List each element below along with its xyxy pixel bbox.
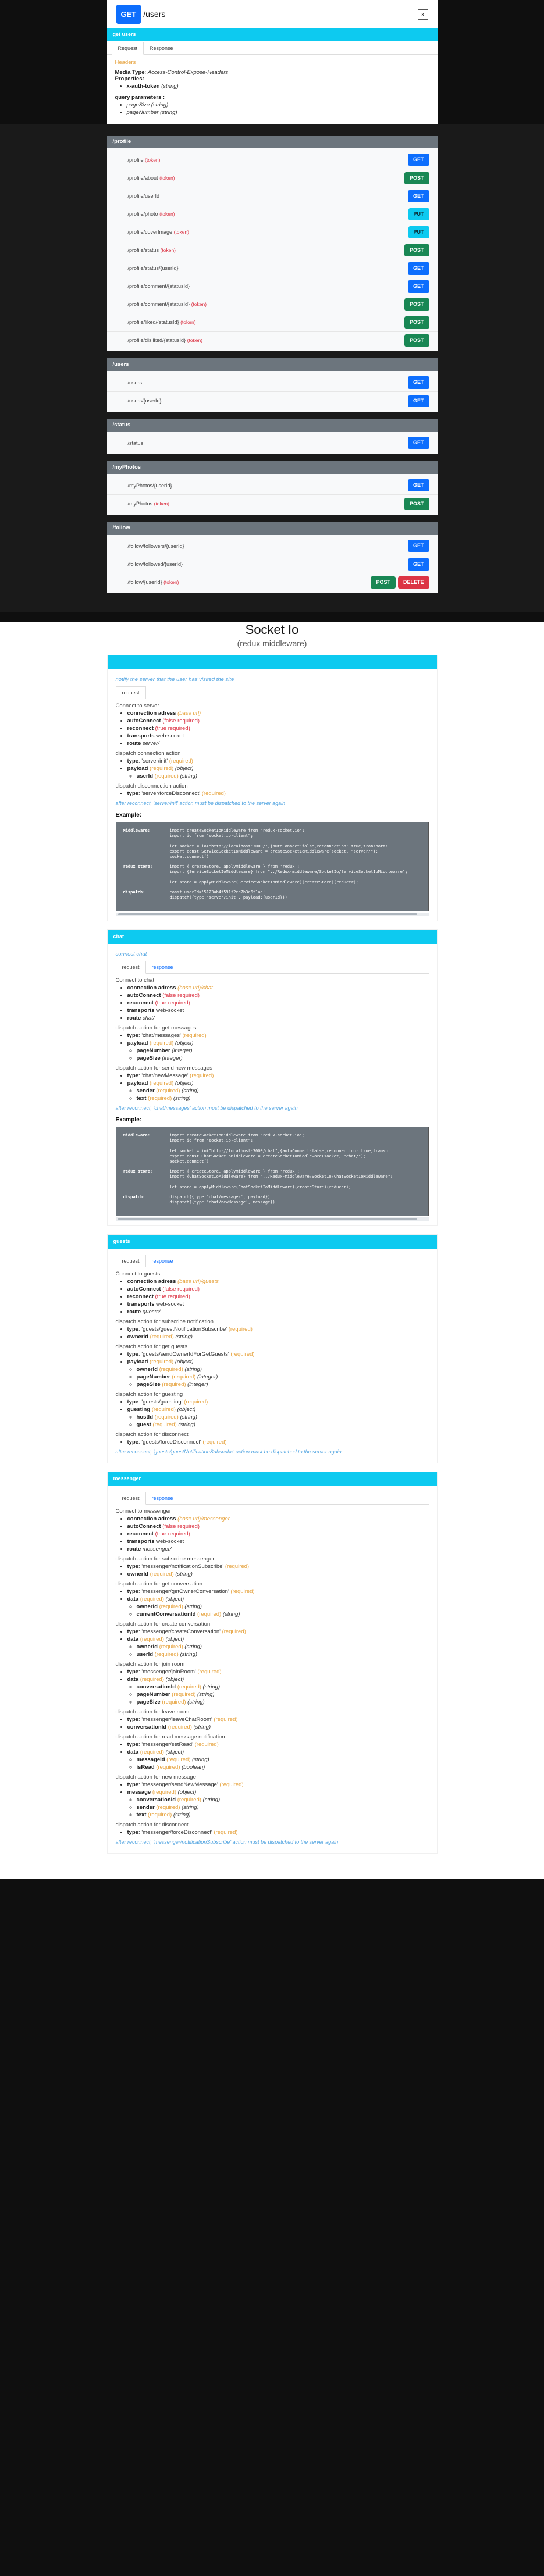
endpoint-path: /profile/liked/{statusId} (token)	[127, 319, 196, 325]
get-method-button[interactable]: GET	[408, 376, 429, 389]
modal-title: /users	[143, 9, 166, 19]
token-tag: (token)	[191, 301, 207, 307]
connect-title: Connect to messenger	[115, 1508, 172, 1515]
list-item: • type: 'messenger/createConversation' (required)	[127, 1629, 429, 1635]
endpoint-list	[107, 474, 438, 515]
code-line: const userId='5123ab4f591f2ed7b3a6f1ae'	[169, 890, 265, 895]
list-item: ◦ sender (required) (string)	[137, 1088, 429, 1094]
tab-response[interactable]: response	[151, 1495, 173, 1501]
endpoint-path: /profile/status (token)	[127, 247, 176, 253]
socket-area	[0, 622, 544, 1879]
messenger-box	[107, 1472, 438, 1854]
connect-items	[116, 710, 429, 747]
list-item: • data (required) (object) ◦ conversationId (required) (string) ◦ pageNumber (required) (string) ◦ pageSize (required) (string)	[127, 1676, 429, 1705]
list-item: • transports web-socket	[127, 1538, 429, 1545]
list-item: ◦ sender (required) (string)	[137, 1804, 429, 1811]
list-item: • transports web-socket	[127, 733, 429, 739]
code-key: Middleware:	[123, 1133, 150, 1138]
dispatch-title: dispatch action for disconnect	[115, 1822, 189, 1828]
connect-title: Connect to server	[115, 703, 159, 709]
code-line: import io from "socket.io-client";	[169, 1138, 253, 1143]
list-item: ◦ text (required) (string)	[137, 1095, 429, 1102]
chat-items	[116, 985, 429, 1021]
token-tag: (token)	[159, 175, 175, 181]
list-item: • type: 'messenger/forceDisconnect' (required)	[127, 1829, 429, 1836]
code-line: socket.connect()	[169, 854, 209, 859]
endpoint-list	[107, 535, 438, 593]
post-method-button[interactable]: POST	[404, 172, 429, 184]
token-tag: (token)	[160, 247, 176, 253]
endpoint-list	[107, 148, 438, 351]
properties-list	[115, 83, 429, 90]
code-row	[123, 864, 421, 885]
list-item: ◦ conversationId (required) (string)	[137, 1684, 429, 1690]
endpoint-section	[107, 136, 438, 351]
dispatch-title: dispatch action for subscribe notification	[115, 1319, 214, 1325]
tab-response[interactable]: response	[151, 1258, 173, 1264]
code-lines	[170, 890, 421, 900]
endpoint-path: /status	[127, 440, 144, 446]
endpoint-path: /profile/coverImage (token)	[127, 229, 190, 235]
list-item: • type: 'guests/guestNotificationSubscribe' (required)	[127, 1326, 429, 1332]
dispatch-list	[116, 1588, 429, 1617]
dispatch-title: dispatch action for send new messages	[115, 1065, 212, 1071]
endpoint-path: /follow/followed/{userId}	[127, 561, 183, 567]
endpoint-path: /myPhotos/{userId}	[127, 482, 172, 489]
list-item: ◦ messageId (required) (string)	[137, 1756, 429, 1763]
post-method-button[interactable]: POST	[404, 498, 429, 510]
connect-body	[108, 669, 437, 921]
endpoint-row[interactable]	[107, 223, 438, 241]
endpoint-path: /profile/comment/{statusId}	[127, 283, 190, 289]
dispatch-title: dispatch action for guesting	[115, 1391, 183, 1398]
code-key: Middleware:	[123, 828, 150, 833]
reconnect-note: after reconnect, 'server/init' action must be dispatched to the server again	[115, 800, 286, 806]
dispatch-list	[116, 1032, 429, 1061]
endpoint-row[interactable]	[107, 151, 438, 169]
list-item: • type: 'server/init' (required)	[127, 758, 429, 764]
endpoint-row[interactable]	[107, 259, 438, 277]
code-lines	[170, 864, 421, 885]
code-key: dispatch:	[123, 890, 145, 895]
footer-space	[0, 1879, 544, 1891]
media-type-value: Access-Control-Expose-Headers	[147, 69, 229, 76]
post-method-button[interactable]: POST	[404, 244, 429, 256]
list-item: • autoConnect (false required)	[127, 992, 429, 999]
chat-body	[108, 944, 437, 1225]
dispatch-title: dispatch connection action	[115, 750, 181, 757]
list-item: • type: 'messenger/joinRoom' (required)	[127, 1669, 429, 1675]
endpoint-row[interactable]	[107, 573, 438, 591]
code-key: redux store:	[123, 864, 153, 869]
chat-bar: chat	[108, 930, 437, 944]
get-method-button[interactable]: GET	[408, 280, 429, 293]
list-item: ◦ pageNumber (required) (integer)	[137, 1374, 429, 1380]
list-item: ◦ pageNumber (integer)	[137, 1047, 429, 1054]
code-key: redux store:	[123, 1169, 153, 1174]
dispatch-title: dispatch disconnection action	[115, 783, 188, 789]
code-block	[116, 822, 429, 911]
list-item: • reconnect (true required)	[127, 1000, 429, 1006]
list-item: • ownerId (required) (string)	[127, 1334, 429, 1340]
endpoint-row[interactable]	[107, 331, 438, 349]
post-method-button[interactable]: POST	[404, 298, 429, 311]
modal	[107, 0, 438, 124]
endpoint-section	[107, 522, 438, 593]
list-item: • type: 'messenger/setRead' (required)	[127, 1741, 429, 1748]
list-item: • data (required) (object) ◦ ownerId (required) (string) ◦ currentConversationId (required) (string)	[127, 1596, 429, 1617]
close-icon[interactable]: x	[418, 9, 428, 20]
list-item: • autoConnect (false required)	[127, 718, 429, 724]
token-tag: (token)	[180, 319, 196, 325]
code-row	[123, 1169, 421, 1190]
list-item: • pageSize (string)	[127, 102, 429, 108]
list-item: • reconnect (true required)	[127, 1294, 429, 1300]
messenger-tabs	[116, 1491, 429, 1505]
list-item: • payload (required) (object) ◦ sender (required) (string) ◦ text (required) (string)	[127, 1080, 429, 1102]
code-line: dispatch({type:'chat/newMessage', message})	[169, 1200, 275, 1205]
code-scrollbar[interactable]	[116, 913, 429, 916]
tab-request[interactable]: request	[116, 1255, 146, 1267]
list-item: • type: 'messenger/notificationSubscribe' (required)	[127, 1563, 429, 1570]
list-item: • type: 'guests/guesting' (required)	[127, 1399, 429, 1405]
endpoint-row[interactable]	[107, 555, 438, 573]
reconnect-note: after reconnect, 'guests/guestNotificationSubscribe' action must be dispatched to the server again	[115, 1449, 342, 1455]
endpoint-row[interactable]	[107, 494, 438, 512]
dispatch-title: dispatch action for disconnect	[115, 1431, 189, 1438]
endpoint-row[interactable]	[107, 187, 438, 205]
sections	[0, 136, 544, 593]
list-item: ◦ pageSize (required) (string)	[137, 1699, 429, 1705]
section-title: /users	[107, 358, 438, 371]
endpoint-path: /follow/{userId} (token)	[127, 579, 179, 585]
code-line: import {ServiceSocketIoMiddleware} from "../Redux-middleware/SocketIo/ServiceSocketIoMiddleware";	[169, 870, 408, 874]
list-item: • reconnect (true required)	[127, 1531, 429, 1537]
code-row	[123, 1133, 421, 1164]
endpoint-list	[107, 432, 438, 454]
example-label: Example:	[115, 1117, 141, 1123]
dispatch-list	[116, 1073, 429, 1102]
endpoint-section	[107, 358, 438, 412]
list-item: ◦ ownerId (required) (string)	[137, 1604, 429, 1610]
endpoint-path: /follow/followers/{userId}	[127, 543, 184, 549]
code-line: import { createStore, applyMiddleware } from 'redux';	[169, 1169, 300, 1174]
guests-items	[116, 1278, 429, 1315]
list-item: • type: 'messenger/sendNewMessage' (required)	[127, 1782, 429, 1788]
tab-request[interactable]: request	[116, 1492, 146, 1505]
list-item: • connection adress (base url)	[127, 710, 429, 717]
endpoint-row[interactable]	[107, 434, 438, 452]
socket-subtitle: (redux middleware)	[237, 639, 307, 648]
endpoint-path: /profile (token)	[127, 156, 161, 163]
section-title: /profile	[107, 136, 438, 148]
list-item: • x-auth-token (string)	[127, 83, 429, 90]
connect-info: notify the server that the user has visited the site	[115, 676, 234, 683]
dispatch-list	[116, 1326, 429, 1340]
dispatch-list	[116, 1399, 429, 1428]
tab-request[interactable]: request	[116, 686, 146, 699]
list-item: • payload (required) (object) ◦ userId (required) (string)	[127, 765, 429, 779]
dispatch-list	[116, 1563, 429, 1577]
dispatch-title: dispatch action for read message notification	[115, 1734, 225, 1740]
example-label: Example:	[115, 812, 141, 818]
dispatch-title: dispatch action for leave room	[115, 1709, 190, 1715]
endpoint-section	[107, 461, 438, 515]
get-method-button[interactable]: GET	[408, 479, 429, 491]
endpoint-row[interactable]	[107, 476, 438, 494]
dispatch-title: dispatch action for get guests	[115, 1344, 188, 1350]
guests-box	[107, 1234, 438, 1463]
token-tag: (token)	[163, 579, 179, 585]
endpoint-path: /profile/disliked/{statusId} (token)	[127, 337, 203, 343]
get-method-button[interactable]: GET	[408, 437, 429, 449]
endpoint-path: /profile/photo (token)	[127, 211, 175, 217]
list-item: ◦ pageSize (integer)	[137, 1055, 429, 1061]
modal-bar: get users	[107, 28, 438, 41]
messenger-body	[108, 1486, 437, 1853]
list-item: • type: 'guests/sendOwnerIdForGetGuests' (required)	[127, 1351, 429, 1358]
query-label: query parameters :	[115, 94, 165, 101]
list-item: • payload (required) (object) ◦ pageNumber (integer) ◦ pageSize (integer)	[127, 1040, 429, 1061]
section-title: /status	[107, 419, 438, 432]
modal-tabs	[107, 41, 438, 55]
token-tag: (token)	[187, 337, 203, 343]
messenger-items	[116, 1516, 429, 1552]
code-line	[170, 839, 421, 844]
code-line: export const ChatSocketIoMiddleware = createSocketIoMiddleware(socket, "chat/");	[169, 1154, 366, 1159]
guests-body	[108, 1249, 437, 1463]
list-item: ◦ pageSize (required) (integer)	[137, 1381, 429, 1388]
dispatch-title: dispatch action for subscribe messenger	[115, 1556, 215, 1562]
put-method-button[interactable]: PUT	[408, 208, 429, 220]
dispatch-list	[116, 1782, 429, 1818]
list-item: • type: 'messenger/leaveChatRoom' (required)	[127, 1716, 429, 1723]
connect-title: Connect to chat	[115, 977, 155, 984]
code-line	[170, 1143, 421, 1149]
list-item: • route guests/	[127, 1309, 429, 1315]
code-lines	[170, 828, 421, 860]
code-lines	[170, 1195, 421, 1205]
put-method-button[interactable]: PUT	[408, 226, 429, 238]
list-item: • type: 'messenger/getOwnerConversation' (required)	[127, 1588, 429, 1595]
code-line: import io from "socket.io-client";	[169, 833, 253, 838]
connect-box	[107, 655, 438, 921]
delete-method-button[interactable]: DELETE	[398, 576, 429, 589]
list-item: • type: 'chat/messages' (required)	[127, 1032, 429, 1039]
endpoint-row[interactable]	[107, 373, 438, 391]
list-item: • ownerId (required) (string)	[127, 1571, 429, 1577]
list-item: ◦ currentConversationId (required) (string)	[137, 1611, 429, 1617]
connect-title: Connect to guests	[115, 1271, 161, 1277]
list-item: • payload (required) (object) ◦ ownerId (required) (string) ◦ pageNumber (required) (integer) ◦ pageSize (required) (integer)	[127, 1359, 429, 1388]
code-line: socket.connect()	[169, 1159, 209, 1164]
endpoint-row[interactable]	[107, 205, 438, 223]
code-line	[170, 875, 421, 880]
dispatch-list	[116, 790, 429, 797]
list-item: • autoConnect (false required)	[127, 1523, 429, 1530]
list-item: • connection adress (base url)/guests	[127, 1278, 429, 1285]
list-item: • data (required) (object) ◦ messageId (required) (string) ◦ isRead (required) (boolean)	[127, 1749, 429, 1770]
list-item: • conversationId (required) (string)	[127, 1724, 429, 1730]
list-item: • route messenger/	[127, 1546, 429, 1552]
endpoint-row[interactable]	[107, 241, 438, 259]
list-item: ◦ guest (required) (string)	[137, 1421, 429, 1428]
connect-tabs	[116, 685, 429, 699]
list-item: • route chat/	[127, 1015, 429, 1021]
list-item: • type: 'chat/newMessage' (required)	[127, 1073, 429, 1079]
endpoint-row[interactable]	[107, 277, 438, 295]
code-line: let socket = io("http://localhost:3000/",{autoConnect:false,reconnection: true,transports	[169, 844, 388, 849]
code-line: let socket = io("http://localhost:3000/chat",{autoConnect:false,reconnection: true,transp	[169, 1149, 388, 1153]
dispatch-title: dispatch action for create conversation	[115, 1621, 211, 1627]
list-item: ◦ ownerId (required) (string)	[137, 1644, 429, 1650]
list-item: • connection adress (base url)/messenger	[127, 1516, 429, 1522]
dispatch-list	[116, 1829, 429, 1836]
method-badge: GET	[116, 5, 141, 24]
dispatch-title: dispatch action for get conversation	[115, 1581, 202, 1587]
messenger-bar: messenger	[108, 1472, 437, 1486]
code-line: let store = applyMiddleware(ServiceSocketIoMiddleware)(createStore)(reducer);	[169, 880, 359, 885]
connect-bar	[108, 655, 437, 669]
dispatch-title: dispatch action for get messages	[115, 1025, 197, 1031]
code-block	[116, 1127, 429, 1216]
endpoint-section	[107, 419, 438, 454]
list-item: • connection adress (base url)/chat	[127, 985, 429, 991]
list-item: • transports web-socket	[127, 1007, 429, 1014]
code-line: import createSocketIoMiddleware from "redux-socket.io";	[169, 828, 305, 833]
dispatch-list	[116, 1669, 429, 1705]
endpoint-row[interactable]	[107, 169, 438, 187]
code-line: import { createStore, applyMiddleware } from 'redux';	[169, 864, 300, 869]
endpoint-row[interactable]	[107, 295, 438, 313]
code-lines	[170, 1133, 421, 1164]
code-line: import createSocketIoMiddleware from "redux-socket.io";	[169, 1133, 305, 1138]
get-method-button[interactable]: GET	[408, 190, 429, 202]
post-method-button[interactable]: POST	[371, 576, 396, 589]
modal-body	[107, 55, 438, 124]
code-row	[123, 890, 421, 900]
token-tag: (token)	[159, 211, 175, 217]
dispatch-list	[116, 1629, 429, 1658]
dispatch-list	[116, 1439, 429, 1445]
endpoint-path: /myPhotos (token)	[127, 501, 170, 507]
query-list	[115, 102, 429, 116]
code-line	[170, 1180, 421, 1185]
reconnect-note: after reconnect, 'messenger/notificationSubscribe' action must be dispatched to the server again	[115, 1839, 339, 1845]
code-line: import {ChatSocketIoMiddleware} from "../Redux-middleware/SocketIo/ChatSocketIoMiddleware";	[169, 1174, 393, 1179]
list-item: • message (required) (object) ◦ conversationId (required) (string) ◦ sender (required) (string) ◦ text (required) (string)	[127, 1789, 429, 1818]
get-method-button[interactable]: GET	[408, 395, 429, 407]
chat-box	[107, 929, 438, 1226]
tab-response[interactable]: response	[151, 964, 173, 970]
list-item: ◦ pageNumber (required) (string)	[137, 1691, 429, 1698]
media-type: Media Type: Access-Control-Expose-Headers	[115, 69, 229, 76]
properties-label: Properties:	[115, 76, 144, 82]
list-item: • type: 'guests/forceDisconnect' (required)	[127, 1439, 429, 1445]
chat-info: connect chat	[115, 951, 147, 957]
list-item: ◦ isRead (required) (boolean)	[137, 1764, 429, 1770]
endpoint-path: /profile/userId	[127, 193, 160, 199]
endpoints-area	[0, 124, 544, 612]
tab-request[interactable]: Request	[112, 42, 144, 55]
endpoint-path: /users	[127, 379, 143, 386]
list-item: ◦ userId (required) (string)	[137, 1651, 429, 1658]
endpoint-path: /profile/comment/{statusId} (token)	[127, 301, 207, 307]
endpoint-path: /profile/about (token)	[127, 175, 175, 181]
dispatch-title: dispatch action for new message	[115, 1774, 196, 1780]
headers-label: Headers	[115, 59, 136, 66]
get-method-button[interactable]: GET	[408, 540, 429, 552]
section-title: /follow	[107, 522, 438, 535]
chat-tabs	[116, 960, 429, 974]
list-item: • autoConnect (false required)	[127, 1286, 429, 1292]
reconnect-note: after reconnect, 'chat/messages' action must be dispatched to the server again	[115, 1105, 298, 1111]
endpoint-row[interactable]	[107, 313, 438, 331]
get-method-button[interactable]: GET	[408, 262, 429, 275]
list-item: ◦ ownerId (required) (string)	[137, 1366, 429, 1373]
media-type-label: Media Type	[115, 69, 145, 76]
dispatch-list	[116, 758, 429, 779]
dispatch-list	[116, 1351, 429, 1388]
tab-request[interactable]: request	[116, 961, 146, 974]
get-method-button[interactable]: GET	[408, 154, 429, 166]
list-item: • transports web-socket	[127, 1301, 429, 1307]
modal-header	[107, 0, 438, 28]
list-item: • reconnect (true required)	[127, 725, 429, 732]
list-item: • pageNumber (string)	[127, 109, 429, 116]
endpoint-path: /users/{userId}	[127, 398, 162, 404]
guests-bar: guests	[108, 1235, 437, 1249]
endpoint-list	[107, 371, 438, 412]
tab-response[interactable]: Response	[150, 45, 173, 51]
list-item: • type: 'server/forceDisconnect' (required)	[127, 790, 429, 797]
post-method-button[interactable]: POST	[404, 316, 429, 329]
section-title: /myPhotos	[107, 461, 438, 474]
code-row	[123, 828, 421, 860]
list-item: • route server/	[127, 740, 429, 747]
code-line: export const ServiceSocketIoMiddleware = createSocketIoMiddleware(socket, "server/");	[169, 849, 378, 854]
endpoint-row[interactable]	[107, 537, 438, 555]
endpoint-row[interactable]	[107, 391, 438, 409]
token-tag: (token)	[154, 501, 170, 507]
dispatch-title: dispatch action for join room	[115, 1661, 185, 1668]
post-method-button[interactable]: POST	[404, 334, 429, 347]
list-item: • guesting (required) (object) ◦ hostId (required) (string) ◦ guest (required) (string)	[127, 1406, 429, 1428]
token-tag: (token)	[145, 156, 161, 163]
code-line: dispatch({type:'chat/messages', payload})	[169, 1195, 271, 1199]
guests-tabs	[116, 1253, 429, 1267]
socket-title: Socket Io	[245, 622, 299, 637]
code-line: dispatch({type:'server/init', payload:{userId}})	[169, 895, 287, 900]
dispatch-list	[116, 1741, 429, 1770]
code-row	[123, 1195, 421, 1205]
endpoint-path: /profile/status/{userId}	[127, 265, 179, 271]
list-item: • data (required) (object) ◦ ownerId (required) (string) ◦ userId (required) (string)	[127, 1636, 429, 1658]
code-key: dispatch:	[123, 1195, 145, 1199]
code-lines	[170, 1169, 421, 1190]
list-item: ◦ hostId (required) (string)	[137, 1414, 429, 1420]
list-item: ◦ text (required) (string)	[137, 1812, 429, 1818]
dispatch-list	[116, 1716, 429, 1730]
code-scrollbar[interactable]	[116, 1217, 429, 1221]
code-line: let store = applyMiddleware(ChatSocketIoMiddleware)(createStore)(reducer);	[169, 1185, 351, 1189]
list-item: ◦ userId (required) (string)	[137, 773, 429, 779]
list-item: ◦ conversationId (required) (string)	[137, 1797, 429, 1803]
token-tag: (token)	[173, 229, 190, 235]
get-method-button[interactable]: GET	[408, 558, 429, 571]
